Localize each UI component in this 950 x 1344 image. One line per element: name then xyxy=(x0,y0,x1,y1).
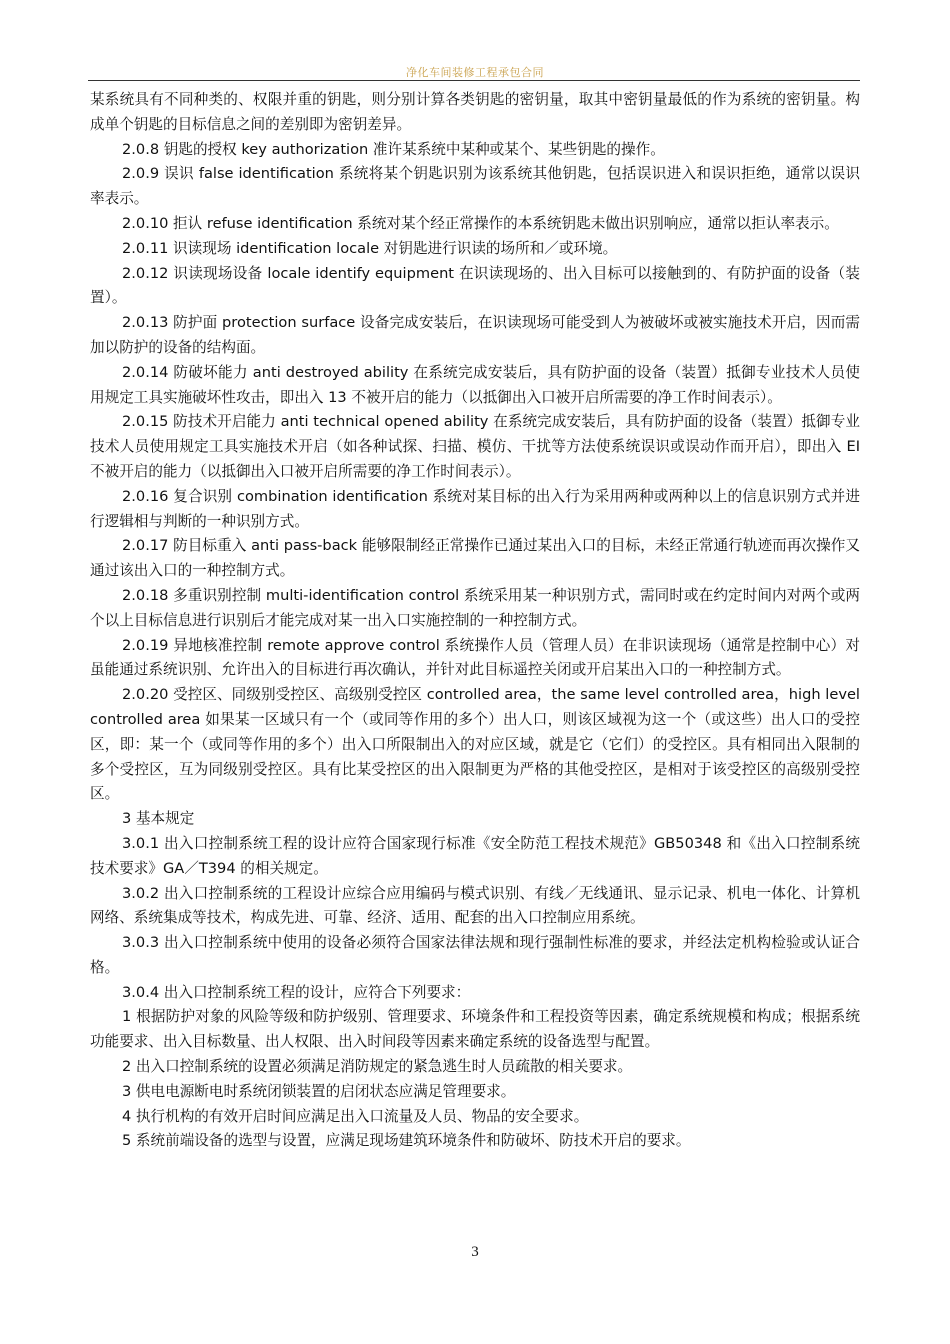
running-header: 净化车间装修工程承包合同 xyxy=(406,66,544,79)
paragraph: 2.0.19 异地核准控制 remote approve control 系统操作人员（管理人员）在非识读现场（通常是控制中心）对虽能通过系统识别、允许出入的目标进行再次确认，并针对此目标遥控关闭或开启某出入口的一种控制方式。 xyxy=(90,636,860,679)
paragraph: 2.0.11 识读现场 identification locale 对钥匙进行识读的场所和／或环境。 xyxy=(122,239,618,257)
paragraph: 3 基本规定 xyxy=(122,810,195,828)
paragraph: 2 出入口控制系统的设置必须满足消防规定的紧急逃生时人员疏散的相关要求。 xyxy=(122,1058,633,1076)
paragraph: 3.0.2 出入口控制系统的工程设计应综合应用编码与模式识别、有线／无线通讯、显示记录、机电一体化、计算机网络、系统集成等技术，构成先进、可靠、经济、适用、配套的出入口控制应用系统。 xyxy=(90,884,860,927)
paragraph: 5 系统前端设备的选型与设置，应满足现场建筑环境条件和防破坏、防技术开启的要求。 xyxy=(122,1132,691,1150)
header-rule xyxy=(88,80,860,81)
paragraph: 3.0.3 出入口控制系统中使用的设备必须符合国家法律法规和现行强制性标准的要求，并经法定机构检验或认证合格。 xyxy=(90,934,860,976)
paragraph: 2.0.12 识读现场设备 locale identify equipment 在识读现场的、出入目标可以接触到的、有防护面的设备（装置）。 xyxy=(90,264,860,307)
paragraph: 1 根据防护对象的风险等级和防护级别、管理要求、环境条件和工程投资等因素，确定系统规模和构成；根据系统功能要求、出入目标数量、出人权限、出入时间段等因素来确定系统的设备选型与配置。 xyxy=(90,1008,860,1051)
paragraph: 3.0.1 出入口控制系统工程的设计应符合国家现行标准《安全防范工程技术规范》GB50348 和《出入口控制系统技术要求》GA／T394 的相关规定。 xyxy=(90,834,860,877)
paragraph: 2.0.8 钥匙的授权 key authorization 准许某系统中某种或某个、某些钥匙的操作。 xyxy=(122,140,665,158)
paragraph: 2.0.16 复合识别 combination identification 系统对某目标的出入行为采用两种或两种以上的信息识别方式并进行逻辑相与判断的一种识别方式。 xyxy=(90,487,860,530)
paragraph: 3.0.4 出入口控制系统工程的设计，应符合下列要求： xyxy=(122,983,471,1001)
paragraph: 某系统具有不同种类的、权限并重的钥匙，则分别计算各类钥匙的密钥量，取其中密钥量最低的作为系统的密钥量。构成单个钥匙的目标信息之间的差别即为密钥差异。 xyxy=(90,91,860,133)
paragraph: 2.0.10 拒认 refuse identification 系统对某个经正常操作的本系统钥匙未做出识别响应，通常以拒认率表示。 xyxy=(122,214,839,232)
page-number: 3 xyxy=(471,1244,479,1260)
document-body xyxy=(90,88,860,1154)
paragraph: 2.0.14 防破坏能力 anti destroyed ability 在系统完成安装后，具有防护面的设备（装置）抵御专业技术人员使用规定工具实施破坏性攻击，即出入 13 不被开启的能力（以抵御出入口被开启所需要的净工作时间表示）。 xyxy=(90,363,860,406)
paragraph: 2.0.18 多重识别控制 multi-identification control 系统采用某一种识别方式，需同时或在约定时间内对两个或两个以上目标信息进行识别后才能完成对某一出入口实施控制的一种控制方式。 xyxy=(90,586,860,629)
paragraph: 2.0.13 防护面 protection surface 设备完成安装后，在识读现场可能受到人为被破坏或被实施技术开启，因而需加以防护的设备的结构面。 xyxy=(90,314,860,356)
paragraph: 2.0.15 防技术开启能力 anti technical opened ability 在系统完成安装后，具有防护面的设备（装置）抵御专业技术人员使用规定工具实施技术开启（如各种试探、扫描、模仿、干扰等方法使系统误识或误动作而开启），即出入 EI 不被开启的能力（以抵御出入口被开启所需要的净工作时间表示）。 xyxy=(90,413,860,480)
paragraph: 2.0.20 受控区、同级别受控区、高级别受控区 controlled area，the same level controlled area，high level controlled area 如果某一区域只有一个（或同等作用的多个）出人口，则该区域视为这一个（或这些）出人口的受控区，即：某一个（或同等作用的多个）出入口所限制出入的对应区域，就是它（它们）的受控区。具有相同出入限制的多个受控区，互为同级别受控区。具有比某受控区的出入限制更为严格的其他受控区，是相对于该受控区的高级别受控区。 xyxy=(90,686,860,803)
paragraph: 3 供电电源断电时系统闭锁装置的启闭状态应满足管理要求。 xyxy=(122,1082,516,1100)
paragraph: 4 执行机构的有效开启时间应满足出入口流量及人员、物品的安全要求。 xyxy=(122,1107,589,1125)
paragraph: 2.0.17 防目标重入 anti pass-back 能够限制经正常操作已通过某出入口的目标，未经正常通行轨迹而再次操作又通过该出入口的一种控制方式。 xyxy=(90,537,860,580)
paragraph: 2.0.9 误识 false identification 系统将某个钥匙识别为该系统其他钥匙，包括误识进入和误识拒绝，通常以误识率表示。 xyxy=(90,165,860,208)
